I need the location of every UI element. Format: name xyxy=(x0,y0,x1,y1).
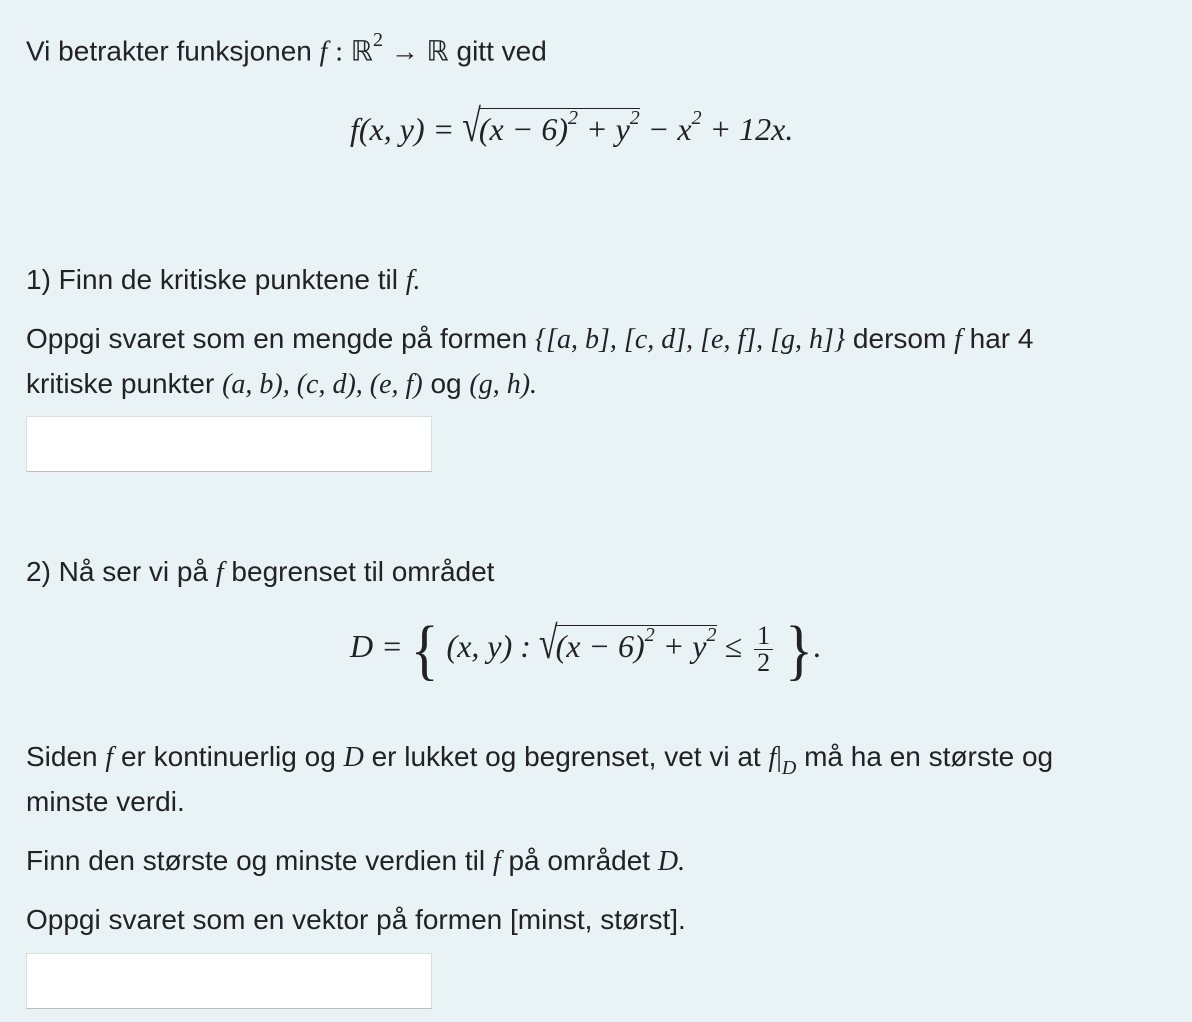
intro-f-symbol: f xyxy=(319,36,328,68)
q1-instructions-line2: kritiske punkter (a, b), (c, d), (e, f) og (g, h). xyxy=(26,368,538,400)
region-lhs: D = xyxy=(350,627,403,664)
left-brace: { xyxy=(410,612,439,687)
q1-f-symbol: f xyxy=(405,265,414,296)
intro-domain: ℝ xyxy=(350,34,373,68)
sqrt-sign: √ xyxy=(538,618,558,669)
intro-domain-exp: 2 xyxy=(372,29,383,51)
q2-text-line3: Finn den største og minste verdien til f på området D. xyxy=(26,845,686,877)
intro-prefix: Vi betrakter funksjonen xyxy=(26,35,312,67)
formula-radicand: $(x - 6)^2 + y^2$ xyxy=(478,107,640,147)
q1-set-format: {[a, b], [c, d], [e, f], [g, h]} xyxy=(534,324,846,355)
q2-answer-input[interactable] xyxy=(26,953,432,1009)
intro-codomain: ℝ xyxy=(426,34,449,68)
intro-colon: : xyxy=(335,36,344,68)
formula-tail: − $x^2 + 12x$. xyxy=(639,107,794,147)
q2-text-line2: minste verdi. xyxy=(26,786,185,817)
q1-answer-input[interactable] xyxy=(26,416,432,472)
intro-suffix: gitt ved xyxy=(456,35,547,67)
q2-title: 2) Nå ser vi på f begrenset til området xyxy=(26,556,495,588)
region-definition: D = { (x, y) : $√(x - 6)^2 + y^2$ ≤ $\frac{1}{2}$ }. xyxy=(350,612,821,687)
intro-text xyxy=(26,26,547,70)
one-half-fraction: $\frac{1}{2}$ xyxy=(754,623,773,676)
region-sqrt: $√(x - 6)^2 + y^2$ xyxy=(538,618,717,669)
q2-f-symbol: f xyxy=(215,557,224,588)
q1-title: 1) Finn de kritiske punktene til f. xyxy=(26,264,421,296)
formula-f xyxy=(350,101,794,152)
q1-points: (a, b), (c, d), (e, f) xyxy=(222,369,423,400)
q1-instructions-line1: Oppgi svaret som en mengde på formen {[a, b], [c, d], [e, f], [g, h]} dersom f har 4 xyxy=(26,323,1034,355)
right-brace: } xyxy=(785,612,813,687)
formula-lhs: f(x, y) = xyxy=(350,111,455,147)
formula-sqrt xyxy=(462,101,640,152)
intro-arrow: → xyxy=(390,36,419,68)
q2-text-line1: Siden f er kontinuerlig og D er lukket og begrenset, vet vi at $f|_D$ må ha en største og xyxy=(26,741,1054,779)
sqrt-sign: √ xyxy=(462,101,481,152)
q2-text-line4: Oppgi svaret som en vektor på formen [minst, størst]. xyxy=(26,904,686,935)
